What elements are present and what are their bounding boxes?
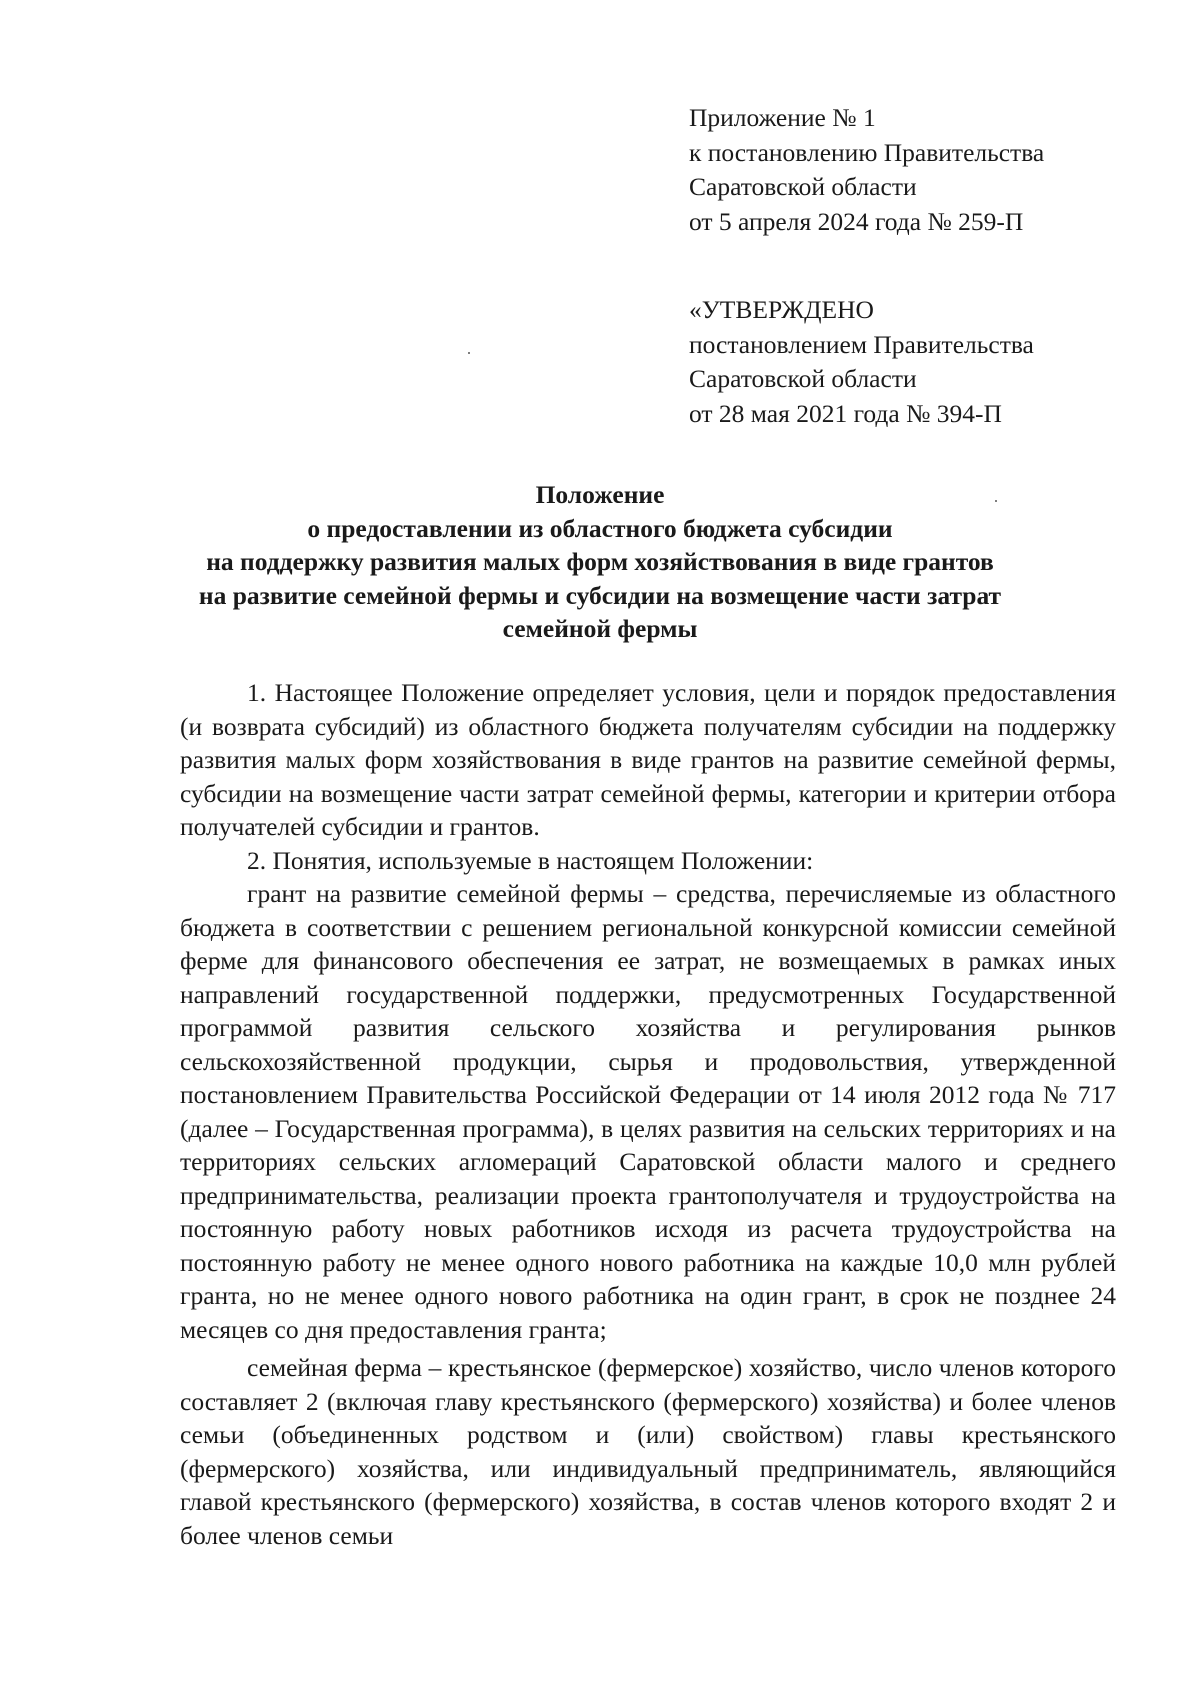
annex-reference bbox=[689, 101, 1169, 239]
paragraph-grant-definition: грант на развитие семейной фермы – средства, перечисляемые из областного бюджета в соответствии с решением региональной конкурсной комиссии семейной ферме для финансового обеспечения ее затрат, не возмещаемых в рамках иных направлений государственной поддержки, предусмотренных Государственной программой развития сельского хозяйства и регулирования рынков сельскохозяйственной продукции, сырья и продовольствия, утвержденной постановлением Правительства Российской Федерации от 14 июля 2012 года № 717 (далее – Государственная программа), в целях развития на сельских территориях и на территориях сельских агломераций Саратовской области малого и среднего предпринимательства, реализации проекта грантополучателя и трудоустройства на постоянную работу новых работников исходя из расчета трудоустройства на постоянную работу не менее одного нового работника на каждые 10,0 млн рублей гранта, но не менее одного нового работника на один грант, в срок не позднее 24 месяцев со дня предоставления гранта; bbox=[180, 879, 1116, 1344]
scan-speck bbox=[995, 500, 997, 502]
scan-speck bbox=[468, 352, 470, 354]
paragraph-2: 2. Понятия, используемые в настоящем Положении: bbox=[247, 845, 814, 875]
document-body bbox=[180, 676, 1116, 1552]
annex-line: к постановлению Правительства bbox=[689, 137, 1045, 167]
approval-line: «УТВЕРЖДЕНО bbox=[689, 295, 874, 324]
annex-line: Саратовской области bbox=[689, 172, 917, 201]
paragraph-family-farm-definition: семейная ферма – крестьянское (фермерское) хозяйство, число членов которого составляет 2 (включая главу крестьянского (фермерского) хозяйства) и более членов семьи (объединенных родством и (или) свойством) главы крестьянского (фермерского) хозяйства, или индивидуальный предприниматель, являющийся главой крестьянского (фермерского) хозяйства, в состав членов которого входят 2 и более членов семьи bbox=[180, 1353, 1116, 1550]
title-line: о предоставлении из областного бюджета субсидии bbox=[307, 513, 893, 543]
annex-line: Приложение № 1 bbox=[689, 103, 876, 132]
title-line: на развитие семейной фермы и субсидии на возмещение части затрат bbox=[198, 580, 1002, 610]
paragraph-1: 1. Настоящее Положение определяет условия, цели и порядок предоставления (и возврата субсидий) из областного бюджета получателям субсидии на поддержку развития малых форм хозяйствования в виде грантов на развитие семейной фермы, субсидии на возмещение части затрат семейной фермы, категории и критерии отбора получателей субсидии и грантов. bbox=[180, 678, 1116, 841]
document-title bbox=[150, 478, 1050, 646]
approval-line: постановлением Правительства bbox=[689, 329, 1034, 359]
annex-line: от 5 апреля 2024 года № 259-П bbox=[689, 206, 1024, 236]
title-line: семейной фермы bbox=[502, 614, 698, 643]
title-line: на поддержку развития малых форм хозяйствования в виде грантов bbox=[206, 547, 994, 576]
approval-stamp bbox=[689, 293, 1169, 431]
approval-line: Саратовской области bbox=[689, 364, 917, 393]
approval-line: от 28 мая 2021 года № 394-П bbox=[689, 398, 1002, 428]
title-line: Положение bbox=[535, 480, 665, 509]
